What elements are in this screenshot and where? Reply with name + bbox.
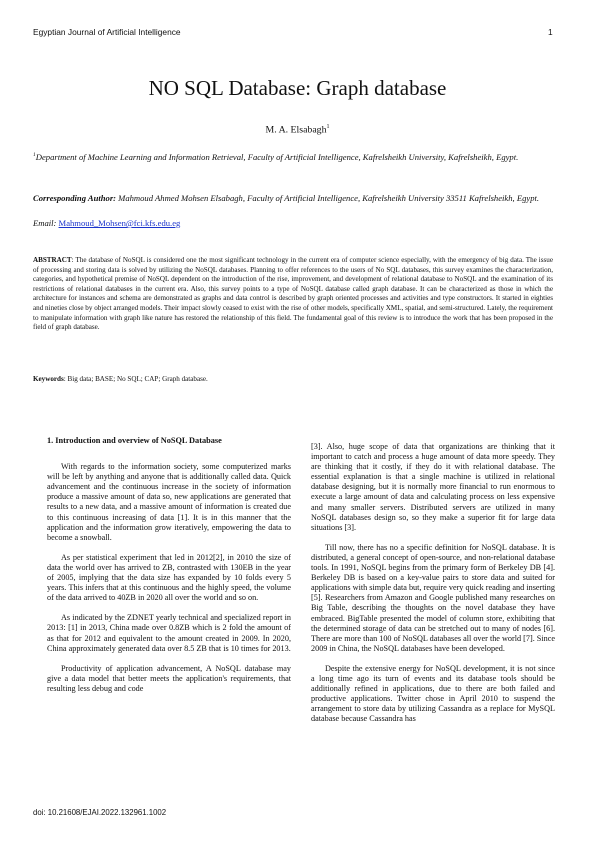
author-affiliation-mark: 1	[326, 124, 330, 130]
abstract-text: : The database of NoSQL is considered one the most significant technology in the current era of computer science especially, with the emergency of big data. The issue of processing and storing data is solved by utilizing the NoSQL databases. Planning to offer references to the users of No SQL databases, this survey examines the characterization, categories, and hypothetical premise of NoSQL dependent on the introduction of the rise, improvement, and development of relational database to NoSQL and the examination of its restrictions of relational databases in the current era. Also, this survey points to a type of NoSQL database called graph database. It can be characterized as those in which the architecture for instances and schema are demonstrated as graphs and data control is described by graph oriented processes and activities and type constructors. It started in eighties and nineties close by object arranged models. Their impact slowly ceased to exist with the rise of other models, specifically XML, spatial, and semi-structured. Lately, the requirement to manipulate information with graph like nature has restored the relationship of this field. The fundamental goal of this review is to introduce the work that has been proposed in the field of graph database.	[33, 256, 553, 332]
left-column	[47, 436, 291, 694]
email-link[interactable]: Mahmoud_Mohsen@fci.kfs.edu.eg	[58, 218, 181, 228]
corresponding-author-label: Corresponding Author:	[33, 193, 117, 203]
affiliation	[33, 150, 553, 163]
paragraph: As indicated by the ZDNET yearly technical and specialized report in 2013: [1] in 2013, China made over 0.8ZB which is 2 fold the amount of as that for 2012 and equivalent to the amount created in 2009. In 2020, China approximately generated data over 8.5 ZB that is 10 times for 2013.	[47, 613, 291, 653]
corresponding-author	[33, 193, 553, 205]
paragraph: With regards to the information society, some computerized marks will be left by anything and anyone that is additionally called data. Quick advancement and the continuous increase in the society of information produce a massive amount of data so, new applications are generated that results to a new data, and a massive amount of information is created due to this continuous increasing of data [1]. It is in this manner that the application and the information grow iteratively, empowering the data to become a snowball.	[47, 462, 291, 542]
paragraph: As per statistical experiment that led in 2012[2], in 2010 the size of data the world over has arrived to ZB, contrasted with 130EB in the year of 2005, implying that the data size has expanded by 10 folds every 5 years. This infers that at this continuous and the highly speed, the volume of the data arrived to 40ZB in 2020 all over the world and so on.	[47, 552, 291, 603]
keywords-text: : Big data; BASE; No SQL; CAP; Graph database.	[63, 375, 208, 383]
paragraph: [3]. Also, huge scope of data that organizations are thinking that it important to catch and process a huge amount of data more speedy. They are thinking that it costly, if they do it with relational database. The essential explanation is that a single machine is utilized in relational database designing, but it is normally more financial to run enormous to execute a large amount of data and calculating process on less expensive and many smaller servers. Distributed servers are utilized in many NoSQL databases design so, so they make a superior fit for large data situations [3].	[311, 442, 555, 532]
paragraph: Till now, there has no a specific definition for NoSQL database. It is distributed, a general concept of open-source, and non-relational database tools. In 1991, NoSQL begins from the primary form of Berkeley DB [4]. Berkeley DB is based on a key-value pairs to store data and suited for applications with simple data but, require very quick reading and inserting [5]. Researchers from Amazon and Google published many researches on Big Table, describing the thoughts on the novel database they have embraced. BigTable presented the model of column store, exhibiting that the determined storage of data can be stretched out to many of nodes [6]. There are more than 100 of NoSQL databases all over the world [7]. Since 2009 in China, the NoSQL databases have been developed.	[311, 542, 555, 653]
paragraph: Despite the extensive energy for NoSQL development, it is not since a long time ago its turn of events and its database tools should be additionally refined in applications, due to there are both failed and productive applications. Twitter chose in April 2010 to suspend the arrangement to store data by utilizing Cassandra as a replace for MySQL database because Cassandra has	[311, 663, 555, 724]
abstract-label: ABSTRACT	[33, 256, 72, 264]
email-label: Email:	[33, 218, 59, 228]
affiliation-mark: 1	[33, 152, 36, 158]
keywords	[33, 375, 553, 385]
author-line	[0, 124, 595, 135]
paper-title: NO SQL Database: Graph database	[148, 76, 447, 100]
author-name: M. A. Elsabagh	[265, 124, 327, 136]
journal-name: Egyptian Journal of Artificial Intelligence	[33, 27, 181, 37]
right-column	[311, 442, 555, 724]
keywords-label: Keywords	[33, 375, 64, 383]
abstract	[33, 256, 553, 333]
doi: doi: 10.21608/EJAI.2022.132961.1002	[33, 808, 167, 817]
affiliation-text: Department of Machine Learning and Information Retrieval, Faculty of Artificial Intelligence, Kafrelsheikh University, Kafrelsheikh, Egypt.	[35, 151, 519, 162]
paragraph: Productivity of application advancement, A NoSQL database may give a data model that better meets the application's requirements, that resulting less debug and code	[47, 663, 291, 693]
section-heading: 1. Introduction and overview of NoSQL Database	[47, 436, 222, 445]
corresponding-author-text: Mahmoud Ahmed Mohsen Elsabagh, Faculty of Artificial Intelligence, Kafrelsheikh University 33511 Kafrelsheikh, Egypt.	[116, 193, 540, 203]
page-number: 1	[548, 27, 553, 37]
email-line	[33, 218, 553, 230]
